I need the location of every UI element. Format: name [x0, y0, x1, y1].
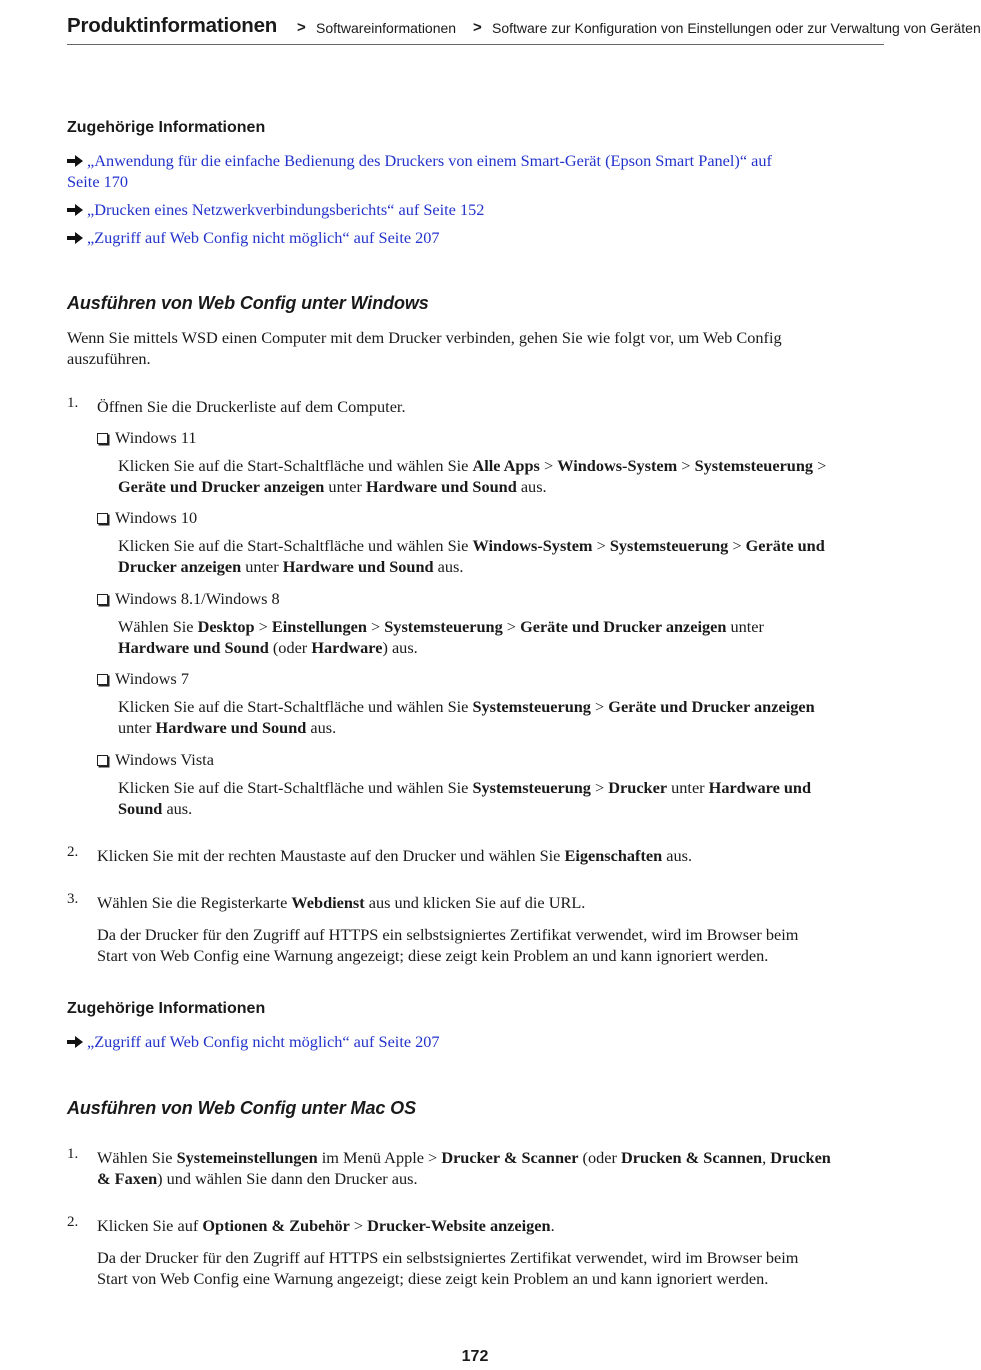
- link-text[interactable]: Seite 170: [67, 172, 129, 191]
- step-number: 2.: [67, 1214, 79, 1230]
- related-link-smart-panel[interactable]: [67, 150, 847, 192]
- related-link-web-config-access[interactable]: [67, 1031, 847, 1052]
- step-text: Öffnen Sie die Druckerliste auf dem Computer.: [97, 397, 406, 416]
- breadcrumb-separator: >: [297, 19, 306, 36]
- step-text: Klicken Sie mit der rechten Maustaste auf den Drucker und wählen Sie Eigenschaften aus.: [97, 846, 693, 865]
- related-info-heading: Zugehörige Informationen: [67, 1000, 266, 1017]
- breadcrumb-current-page[interactable]: Software zur Konfiguration von Einstellungen oder zur Verwaltung von Geräten: [492, 20, 981, 36]
- link-text[interactable]: „Drucken eines Netzwerkverbindungsberichts“ auf Seite 152: [87, 200, 485, 219]
- related-link-network-report[interactable]: [67, 199, 847, 220]
- link-text[interactable]: „Zugriff auf Web Config nicht möglich“ auf Seite 207: [87, 228, 440, 247]
- step-note: Da der Drucker für den Zugriff auf HTTPS ein selbstsigniertes Zertifikat verwendet, wird im Browser beim Start von Web Config eine Warnung angezeigt; diese zeigt kein Problem an und kann ignoriert werden.: [97, 1248, 799, 1288]
- arrow-right-icon: [67, 232, 83, 244]
- windows-8-instructions: Wählen Sie Desktop > Einstellungen > Systemsteuerung > Geräte und Drucker anzeigen unter Hardware und Sound (oder Hardware) aus.: [118, 617, 764, 657]
- windows-intro: Wenn Sie mittels WSD einen Computer mit dem Drucker verbinden, gehen Sie wie folgt vor, um Web Config auszuführen.: [67, 328, 782, 368]
- breadcrumb-title: Produktinformationen: [67, 14, 278, 37]
- related-link-web-config-access[interactable]: [67, 227, 847, 248]
- windows-7-instructions: Klicken Sie auf die Start-Schaltfläche und wählen Sie Systemsteuerung > Geräte und Drucker anzeigen unter Hardware und Sound aus.: [118, 697, 815, 737]
- step-number: 2.: [67, 844, 79, 860]
- related-info-heading: Zugehörige Informationen: [67, 119, 266, 136]
- step-text: Klicken Sie auf Optionen & Zubehör > Drucker-Website anzeigen.: [97, 1216, 555, 1235]
- checkbox-bullet-icon: [97, 594, 108, 605]
- step-number: 3.: [67, 891, 79, 907]
- arrow-right-icon: [67, 204, 83, 216]
- step-note: Da der Drucker für den Zugriff auf HTTPS ein selbstsigniertes Zertifikat verwendet, wird im Browser beim Start von Web Config eine Warnung angezeigt; diese zeigt kein Problem an und kann ignoriert werden.: [97, 925, 799, 965]
- section-heading-windows: Ausführen von Web Config unter Windows: [67, 293, 429, 313]
- checkbox-bullet-icon: [97, 674, 108, 685]
- breadcrumb-softwareinformationen[interactable]: Softwareinformationen: [316, 20, 457, 36]
- breadcrumb-separator: >: [473, 19, 482, 36]
- windows-11-instructions: Klicken Sie auf die Start-Schaltfläche und wählen Sie Alle Apps > Windows-System > Systemsteuerung > Geräte und Drucker anzeigen unter Hardware und Sound aus.: [118, 456, 827, 496]
- step-text: Wählen Sie die Registerkarte Webdienst aus und klicken Sie auf die URL.: [97, 893, 586, 912]
- breadcrumb: [67, 10, 981, 45]
- arrow-right-icon: [67, 1036, 83, 1048]
- list-item-windows-10: Windows 10: [97, 507, 197, 528]
- windows-vista-instructions: Klicken Sie auf die Start-Schaltfläche und wählen Sie Systemsteuerung > Drucker unter Hardware und Sound aus.: [118, 778, 812, 818]
- step-number: 1.: [67, 1146, 79, 1162]
- arrow-right-icon: [67, 155, 83, 167]
- checkbox-bullet-icon: [97, 513, 108, 524]
- list-item-windows-vista: Windows Vista: [97, 749, 214, 770]
- step-text: Wählen Sie Systemeinstellungen im Menü Apple > Drucker & Scanner (oder Drucken & Scannen, Drucken & Faxen) und wählen Sie dann den Drucker aus.: [97, 1148, 831, 1188]
- list-item-windows-7: Windows 7: [97, 668, 189, 689]
- checkbox-bullet-icon: [97, 433, 108, 444]
- list-item-windows-11: Windows 11: [97, 427, 197, 448]
- link-text[interactable]: „Anwendung für die einfache Bedienung des Druckers von einem Smart-Gerät (Epson Smart Panel)“ auf: [87, 151, 772, 170]
- list-item-windows-8: Windows 8.1/Windows 8: [97, 588, 280, 609]
- section-heading-mac-os: Ausführen von Web Config unter Mac OS: [67, 1098, 416, 1118]
- windows-10-instructions: Klicken Sie auf die Start-Schaltfläche und wählen Sie Windows-System > Systemsteuerung > Geräte und Drucker anzeigen unter Hardware und Sound aus.: [118, 536, 825, 576]
- page-number: 172: [461, 1348, 489, 1365]
- link-text[interactable]: „Zugriff auf Web Config nicht möglich“ auf Seite 207: [87, 1032, 440, 1051]
- step-number: 1.: [67, 395, 79, 411]
- checkbox-bullet-icon: [97, 755, 108, 766]
